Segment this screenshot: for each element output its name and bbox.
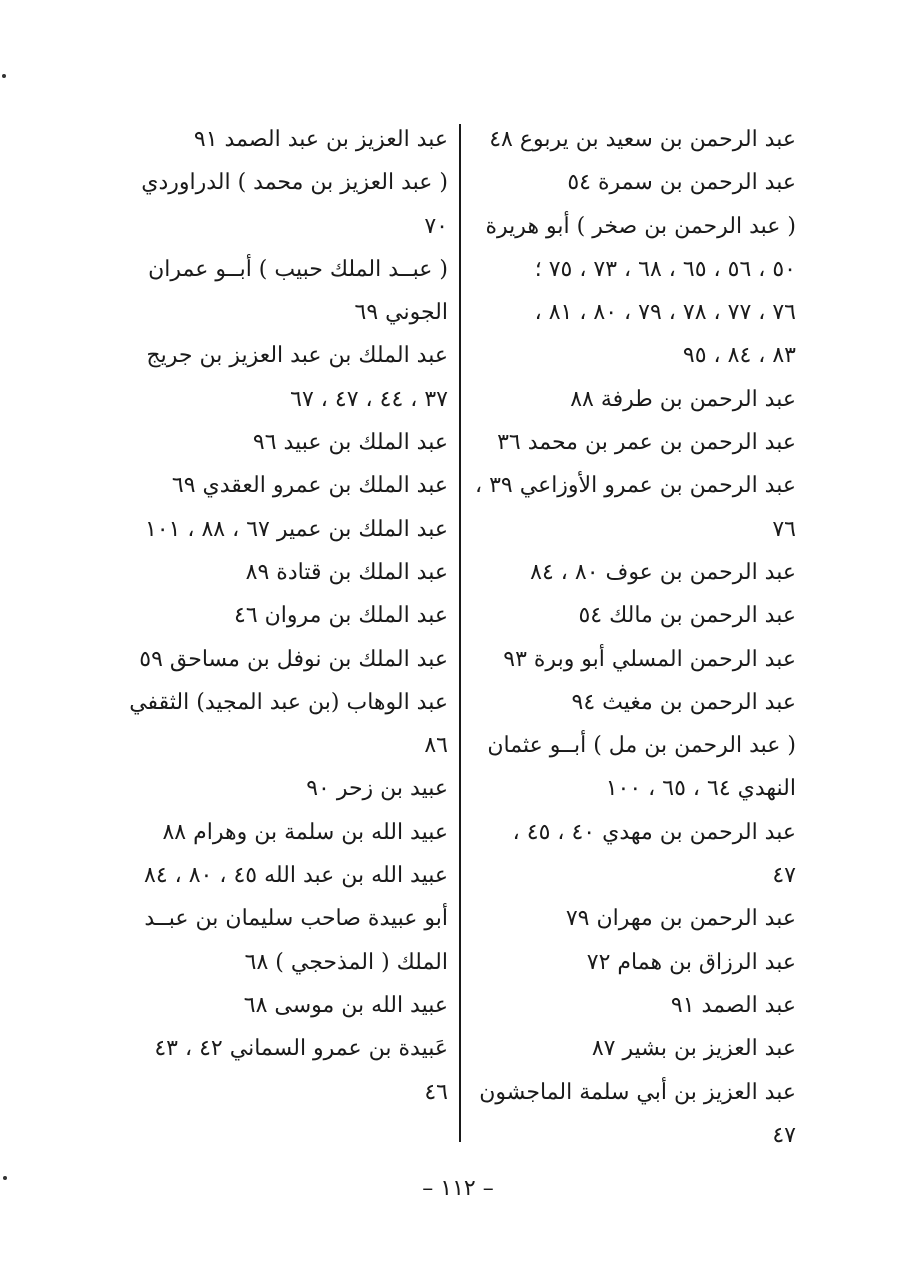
index-entry-line: عبيد الله بن عبد الله ٤٥ ، ٨٠ ، ٨٤ <box>144 863 448 889</box>
index-entry-line: عبد الرحمن بن عمرو الأوزاعي ٣٩ ، <box>475 473 796 499</box>
index-entry-line: ٧٦ <box>772 516 796 542</box>
index-entry-line: عبد الملك بن عمرو العقدي ٦٩ <box>171 473 448 499</box>
index-entry-line: النهدي ٦٤ ، ٦٥ ، ١٠٠ <box>605 776 796 802</box>
index-entry-line: عبد الرحمن بن مغيث ٩٤ <box>571 689 796 715</box>
index-entry-line: عبد الرحمن بن مهران ٧٩ <box>565 906 796 932</box>
scan-speck <box>2 74 6 78</box>
index-entry-line: عبد الملك بن مروان ٤٦ <box>234 603 448 629</box>
index-entry-line: ( عبــد الملك حبيب ) أبــو عمران <box>148 256 448 282</box>
index-entry-line: عبد الملك بن عبد العزيز بن جريج <box>146 343 448 369</box>
index-entry-line: عبد الملك بن نوفل بن مساحق ٥٩ <box>139 646 448 672</box>
index-entry-line: عبد الرحمن المسلي أبو وبرة ٩٣ <box>503 646 796 672</box>
index-entry-line: ٣٧ ، ٤٤ ، ٤٧ ، ٦٧ <box>290 386 448 412</box>
index-entry-line: عبد الرزاق بن همام ٧٢ <box>586 949 796 975</box>
index-entry-line: عبد العزيز بن أبي سلمة الماجشون <box>479 1079 796 1105</box>
index-column-left <box>126 118 448 1114</box>
index-entry-line: ٤٧ <box>772 863 796 889</box>
index-entry-line: عبد الرحمن بن مهدي ٤٠ ، ٤٥ ، <box>512 819 796 845</box>
index-entry-line: الملك ( المذحجي ) ٦٨ <box>244 949 448 975</box>
index-entry-line: عبد الرحمن بن سعيد بن يربوع ٤٨ <box>489 127 796 152</box>
column-divider <box>459 124 461 1142</box>
index-entry-line: عبد الوهاب (بن عبد المجيد) الثقفي <box>129 689 448 715</box>
index-entry-line: الجوني ٦٩ <box>354 300 448 326</box>
index-entry-line: عبد الرحمن بن طرفة ٨٨ <box>570 386 796 412</box>
index-entry-line: عبيد الله بن موسى ٦٨ <box>243 992 448 1018</box>
index-entry-line: عبد الملك بن قتادة ٨٩ <box>245 559 448 585</box>
index-entry-line: عبد الرحمن بن عوف ٨٠ ، ٨٤ <box>530 559 796 585</box>
index-entry-line: عبد العزيز بن بشير ٨٧ <box>591 1036 796 1062</box>
index-entry-line: ٨٣ ، ٨٤ ، ٩٥ <box>682 343 796 369</box>
index-entry-line: ٤٦ <box>424 1079 448 1105</box>
index-entry-line: عبد الصمد ٩١ <box>670 992 796 1018</box>
scan-speck <box>3 1176 7 1180</box>
index-entry-line: ( عبد الرحمن بن مل ) أبــو عثمان <box>487 733 796 759</box>
index-entry-line: عبد الرحمن بن مالك ٥٤ <box>578 603 796 629</box>
index-column-right <box>476 118 796 1157</box>
index-entry-line: أبو عبيدة صاحب سليمان بن عبــد <box>144 906 448 932</box>
index-entry-line: عبيد الله بن سلمة بن وهرام ٨٨ <box>162 819 448 845</box>
index-entry-line: عبيد بن زحر ٩٠ <box>306 776 448 802</box>
index-entry-line: ٨٦ <box>424 733 448 759</box>
index-entry-line: ( عبد العزيز بن محمد ) الدراوردي <box>141 170 448 196</box>
index-entry-line: ٤٧ <box>772 1122 796 1148</box>
index-entry-line: عبد الملك بن عمير ٦٧ ، ٨٨ ، ١٠١ <box>144 516 448 542</box>
index-entry-line: عَبيدة بن عمرو السماني ٤٢ ، ٤٣ <box>154 1036 448 1062</box>
page-number: – ١١٢ – <box>422 1176 494 1201</box>
index-entry-line: عبد الملك بن عبيد ٩٦ <box>252 430 448 456</box>
index-entry-line: ٧٠ <box>424 213 448 239</box>
index-entry-line: ( عبد الرحمن بن صخر ) أبو هريرة <box>485 213 796 239</box>
index-entry-line: ٥٠ ، ٥٦ ، ٦٥ ، ٦٨ ، ٧٣ ، ٧٥ ؛ <box>534 256 796 282</box>
index-entry-line: عبد الرحمن بن سمرة ٥٤ <box>567 170 796 196</box>
index-entry-line: عبد العزيز بن عبد الصمد ٩١ <box>193 127 448 152</box>
index-entry-line: عبد الرحمن بن عمر بن محمد ٣٦ <box>497 430 796 456</box>
index-entry-line: ٧٦ ، ٧٧ ، ٧٨ ، ٧٩ ، ٨٠ ، ٨١ ، <box>534 300 796 326</box>
